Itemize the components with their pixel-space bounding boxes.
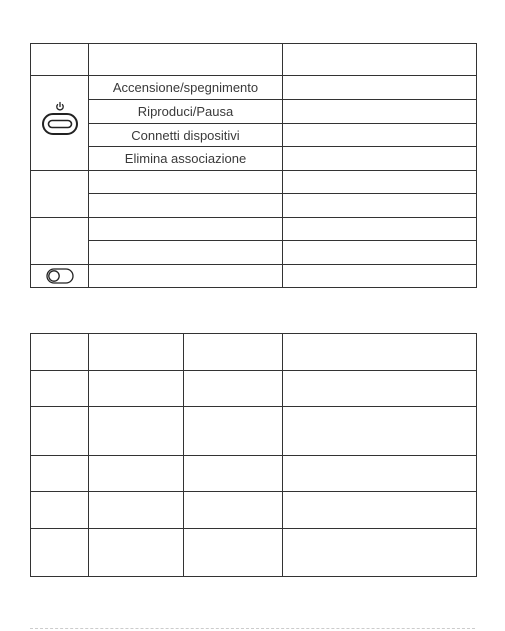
page-edge-line xyxy=(30,628,475,629)
table-row xyxy=(31,194,477,218)
table-row xyxy=(31,265,477,288)
table-header-row xyxy=(31,44,477,76)
table-row xyxy=(31,492,477,529)
power-button-icon xyxy=(40,101,80,145)
function-label: Riproduci/Pausa xyxy=(89,100,283,124)
table-row xyxy=(31,241,477,265)
indicator-table xyxy=(30,333,477,577)
table-row xyxy=(31,171,477,194)
table-row xyxy=(31,124,477,147)
table-row xyxy=(31,407,477,456)
table-row xyxy=(31,147,477,171)
table-row xyxy=(31,529,477,577)
table-row xyxy=(31,76,477,100)
switch-cell xyxy=(31,265,89,288)
function-label: Connetti dispositivi xyxy=(89,124,283,147)
table-row xyxy=(31,371,477,407)
table-header-row xyxy=(31,334,477,371)
function-label: Accensione/spegnimento xyxy=(89,76,283,100)
button-function-table xyxy=(30,43,477,288)
table-row xyxy=(31,456,477,492)
function-label: Elimina associazione xyxy=(89,147,283,171)
table-row xyxy=(31,100,477,124)
toggle-switch-icon xyxy=(45,267,75,285)
table-row xyxy=(31,218,477,241)
power-button-cell xyxy=(31,76,89,171)
